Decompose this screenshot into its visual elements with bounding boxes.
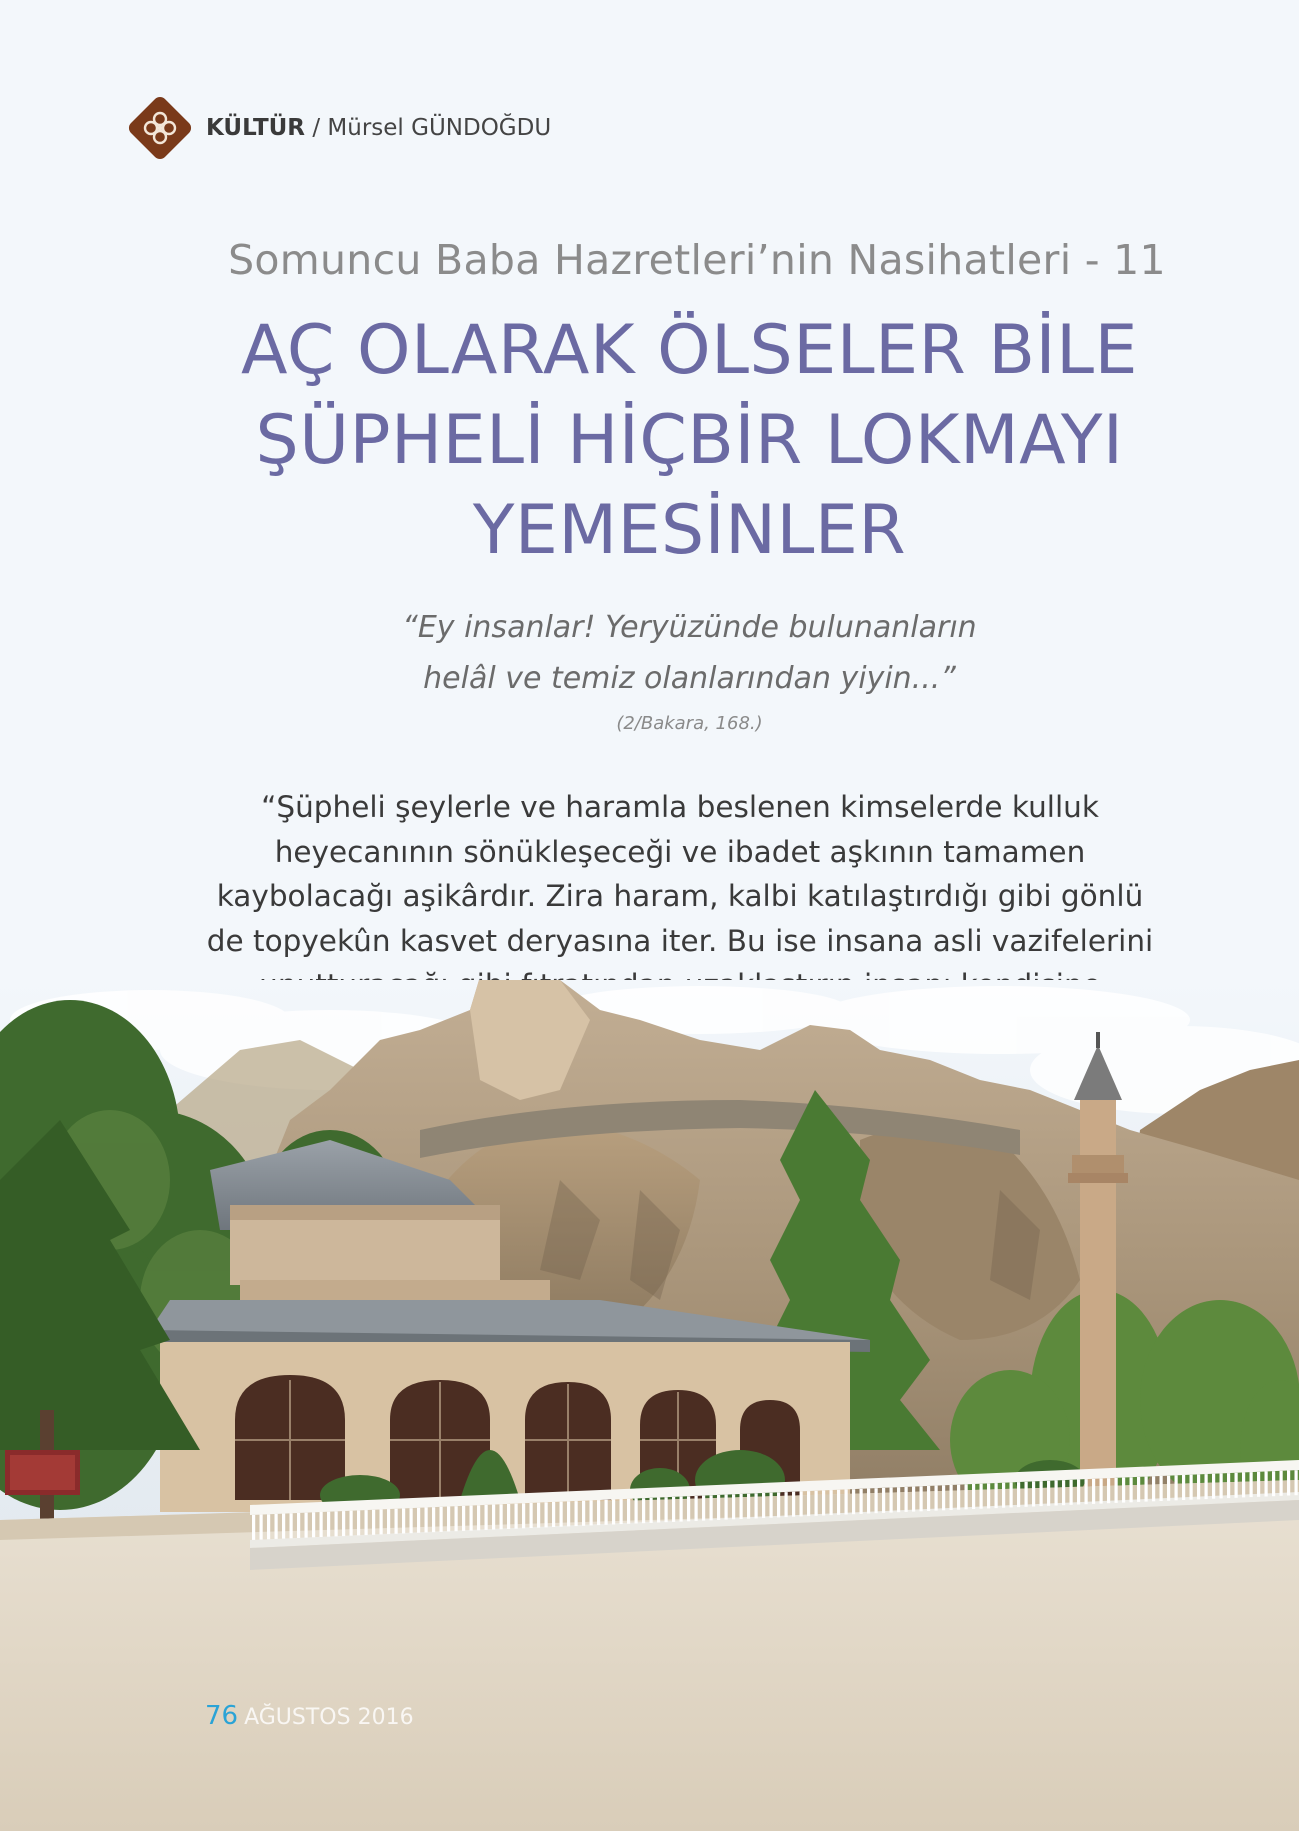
quote-line: kaybolacağı aşikârdır. Zira haram, kalbi katılaştırdığı gibi gönlü (216, 879, 1144, 913)
verse-line: helâl ve temiz olanlarından yiyin...” (423, 661, 956, 696)
quote-line: heyecanının sönükleşeceği ve ibadet aşkının tamamen (274, 834, 1086, 869)
byline (126, 94, 551, 162)
ornament-diamond-icon (126, 94, 194, 162)
author-name: Mürsel GÜNDOĞDU (327, 115, 552, 141)
title-line: AÇ OLARAK ÖLSELER BİLE (241, 311, 1138, 390)
byline-separator: / (312, 115, 321, 141)
mosque-photo (0, 980, 1299, 1831)
quote-line: de topyekûn kasvet deryasına iter. Bu ise insana asli vazifelerini (206, 923, 1154, 958)
title-line: YEMESİNLER (472, 491, 907, 570)
issue-date: AĞUSTOS 2016 (244, 1705, 414, 1730)
section-label: KÜLTÜR (206, 115, 306, 141)
title-line: ŞÜPHELİ HİÇBİR LOKMAYI (255, 401, 1124, 480)
byline-text (206, 115, 551, 141)
page-title (0, 306, 1299, 576)
verse-line: “Ey insanlar! Yeryüzünde bulunanların (402, 610, 977, 645)
verse-reference: (2/Bakara, 168.) (616, 713, 763, 734)
verse-quote (0, 602, 1299, 704)
page-number: 76 (205, 1701, 239, 1731)
page-folio (205, 1701, 414, 1731)
series-subtitle: Somuncu Baba Hazretleri’nin Nasihatleri - 11 (228, 236, 1166, 284)
quote-line: “Şüpheli şeylerle ve haramla beslenen kimselerde kulluk (261, 790, 1099, 824)
